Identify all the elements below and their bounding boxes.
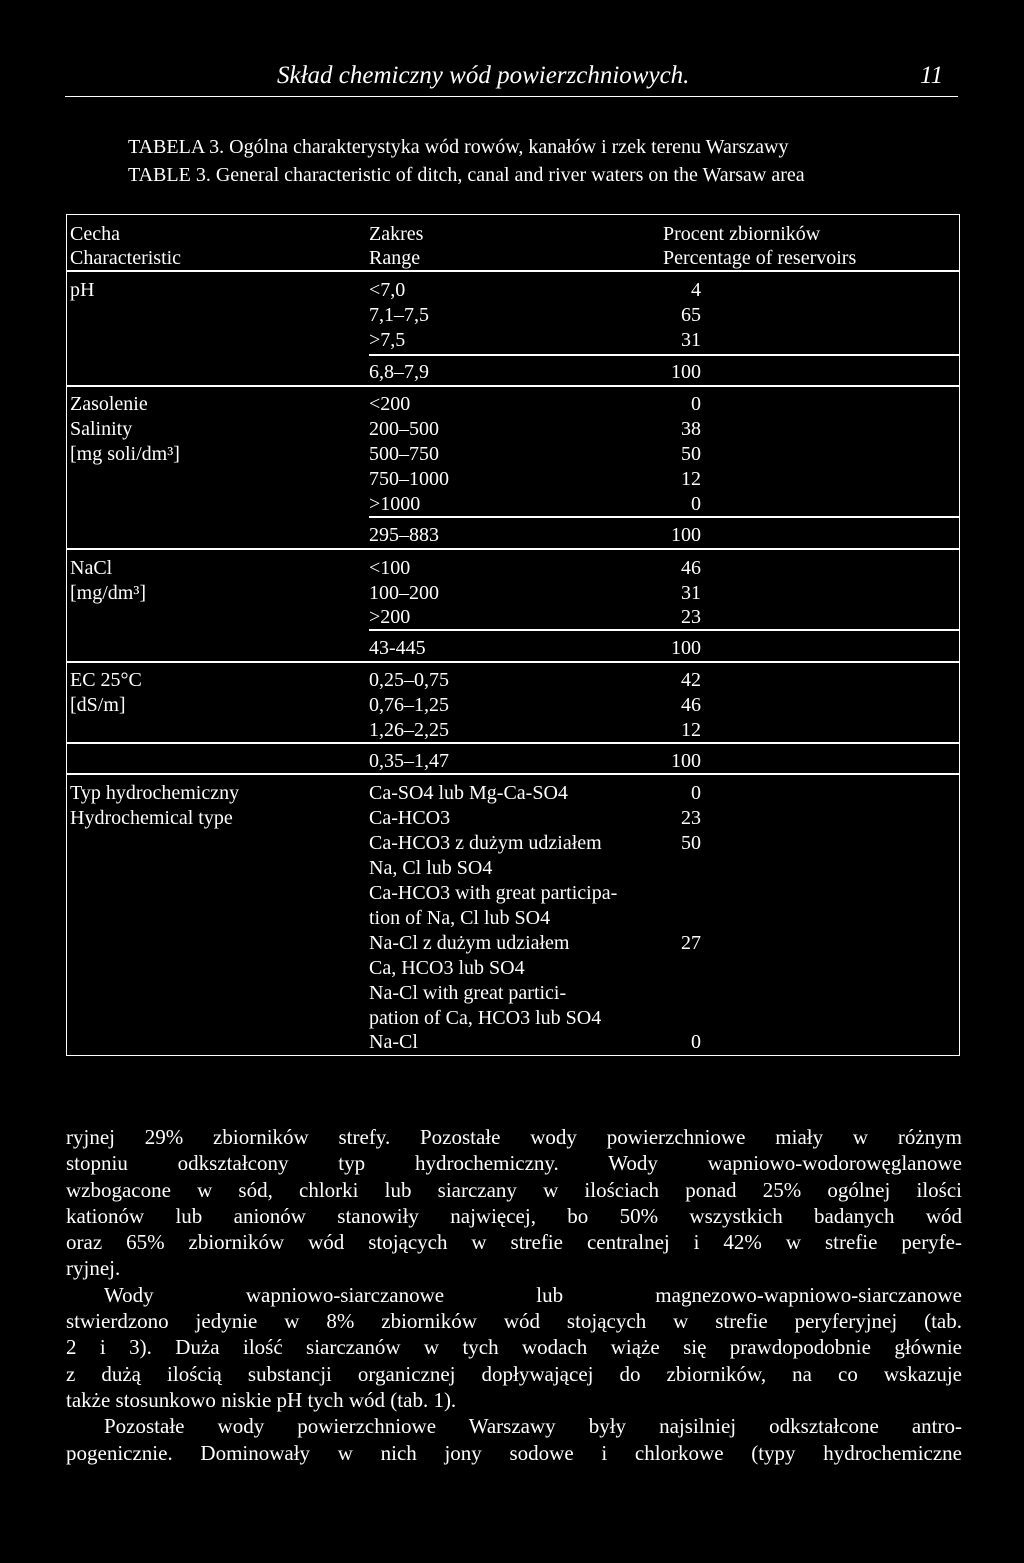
ec-pct: 46: [681, 694, 701, 716]
salinity-total-pct: 100: [671, 524, 701, 546]
nacl-total-range: 43-445: [369, 637, 426, 659]
hydro-pct: 50: [681, 832, 701, 854]
section-label-ec-unit: [dS/m]: [70, 694, 126, 716]
section-divider: [66, 548, 960, 550]
nacl-pct: 46: [681, 557, 701, 579]
salinity-range: 750–1000: [369, 468, 449, 490]
header-divider: [66, 270, 960, 272]
hydro-type: Ca-HCO3: [369, 807, 451, 829]
header-characteristic-pl: Cecha: [70, 223, 120, 245]
section-label-ph: pH: [70, 279, 95, 301]
salinity-pct: 38: [681, 418, 701, 440]
nacl-pct: 31: [681, 582, 701, 604]
ph-pct: 31: [681, 329, 701, 351]
header-range-en: Range: [369, 247, 421, 269]
hydro-type: Na-Cl z dużym udziałem: [369, 932, 570, 954]
section-divider: [66, 773, 960, 775]
salinity-pct: 12: [681, 468, 701, 490]
running-header-title: Skład chemiczny wód powierzchniowych.: [277, 62, 690, 89]
subtotal-divider: [369, 516, 960, 518]
ph-range: <7,0: [369, 279, 406, 301]
salinity-range: 200–500: [369, 418, 439, 440]
nacl-pct: 23: [681, 606, 701, 628]
hydro-type: tion of Na, Cl lub SO4: [369, 907, 551, 929]
body-line: stopniu odkształcony typ hydrochemiczny. Wody wapniowo-wodorowęglanowe: [66, 1151, 962, 1176]
hydro-type: Na-Cl: [369, 1031, 418, 1053]
page-number: 11: [920, 62, 944, 89]
section-label-salinity-pl: Zasolenie: [70, 393, 148, 415]
header-percentage-en: Percentage of reservoirs: [663, 247, 857, 269]
body-line: kationów lub anionów stanowiły najwięcej, bo 50% wszystkich badanych wód: [66, 1203, 962, 1228]
body-line: pogenicznie. Dominowały w nich jony sodowe i chlorkowe (typy hydrochemiczne: [66, 1440, 962, 1465]
section-label-nacl: NaCl: [70, 557, 113, 579]
body-line: oraz 65% zbiorników wód stojących w strefie centralnej i 42% w strefie peryfe-: [66, 1230, 962, 1255]
table-caption-en: TABLE 3. General characteristic of ditch, canal and river waters on the Warsaw area: [128, 164, 805, 186]
section-label-hydro-en: Hydrochemical type: [70, 807, 233, 829]
hydro-type: Ca-HCO3 with great participa-: [369, 882, 618, 904]
subtotal-divider: [369, 629, 960, 631]
header-rule: [65, 96, 958, 97]
body-line: Wody wapniowo-siarczanowe lub magnezowo-wapniowo-siarczanowe: [104, 1282, 962, 1307]
ec-range: 0,25–0,75: [369, 669, 449, 691]
subtotal-divider: [66, 742, 960, 744]
nacl-range: <100: [369, 557, 411, 579]
hydro-pct: 23: [681, 807, 701, 829]
hydro-type: Ca-HCO3 z dużym udziałem: [369, 832, 602, 854]
body-line: ryjnej.: [66, 1256, 121, 1281]
section-label-hydro-pl: Typ hydrochemiczny: [70, 782, 240, 804]
section-divider: [66, 661, 960, 663]
hydro-type: pation of Ca, HCO3 lub SO4: [369, 1007, 602, 1029]
ec-pct: 12: [681, 719, 701, 741]
header-characteristic-en: Characteristic: [70, 247, 182, 269]
body-line: z dużą ilością substancji organicznej dopływającej do zbiorników, na co wskazuje: [66, 1361, 962, 1386]
nacl-range: >200: [369, 606, 411, 628]
subtotal-divider: [369, 354, 960, 356]
ph-total-range: 6,8–7,9: [369, 361, 429, 383]
salinity-total-range: 295–883: [369, 524, 439, 546]
ec-pct: 42: [681, 669, 701, 691]
ec-range: 0,76–1,25: [369, 694, 449, 716]
section-label-ec: EC 25°C: [70, 669, 142, 691]
salinity-pct: 50: [681, 443, 701, 465]
salinity-pct: 0: [691, 493, 701, 515]
ec-range: 1,26–2,25: [369, 719, 449, 741]
ph-total-pct: 100: [671, 361, 701, 383]
hydro-type: Na, Cl lub SO4: [369, 857, 493, 879]
ec-total-range: 0,35–1,47: [369, 750, 449, 772]
salinity-pct: 0: [691, 393, 701, 415]
salinity-range: 500–750: [369, 443, 439, 465]
hydro-type: Ca, HCO3 lub SO4: [369, 957, 525, 979]
body-line: stwierdzono jedynie w 8% zbiorników wód stojących w strefie peryferyjnej (tab.: [66, 1309, 962, 1334]
section-label-salinity-en: Salinity: [70, 418, 133, 440]
table-caption-pl: TABELA 3. Ogólna charakterystyka wód rowów, kanałów i rzek terenu Warszawy: [128, 136, 789, 158]
hydro-pct: 0: [691, 1031, 701, 1053]
body-line: 2 i 3). Duża ilość siarczanów w tych wodach wiąże się prawdopodobnie głównie: [66, 1335, 962, 1360]
header-range-pl: Zakres: [369, 223, 424, 245]
body-line: Pozostałe wody powierzchniowe Warszawy były najsilniej odkształcone antro-: [104, 1414, 962, 1439]
header-percentage-pl: Procent zbiorników: [663, 223, 821, 245]
ph-pct: 4: [691, 279, 701, 301]
hydro-pct: 0: [691, 782, 701, 804]
ph-pct: 65: [681, 304, 701, 326]
hydro-type: Ca-SO4 lub Mg-Ca-SO4: [369, 782, 568, 804]
nacl-total-pct: 100: [671, 637, 701, 659]
body-line: także stosunkowo niskie pH tych wód (tab. 1).: [66, 1387, 457, 1412]
ph-range: 7,1–7,5: [369, 304, 429, 326]
hydro-pct: 27: [681, 932, 701, 954]
body-line: wzbogacone w sód, chlorki lub siarczany w ilościach ponad 25% ogólnej ilości: [66, 1177, 962, 1202]
body-line: ryjnej 29% zbiorników strefy. Pozostałe wody powierzchniowe miały w różnym: [66, 1125, 962, 1149]
ph-range: >7,5: [369, 329, 406, 351]
salinity-range: >1000: [369, 493, 421, 515]
nacl-range: 100–200: [369, 582, 439, 604]
hydro-type: Na-Cl with great partici-: [369, 982, 567, 1004]
section-divider: [66, 385, 960, 387]
body-text: [66, 1124, 962, 1466]
section-label-salinity-unit: [mg soli/dm³]: [70, 443, 180, 465]
ec-total-pct: 100: [671, 750, 701, 772]
salinity-range: <200: [369, 393, 411, 415]
section-label-nacl-unit: [mg/dm³]: [70, 582, 146, 604]
